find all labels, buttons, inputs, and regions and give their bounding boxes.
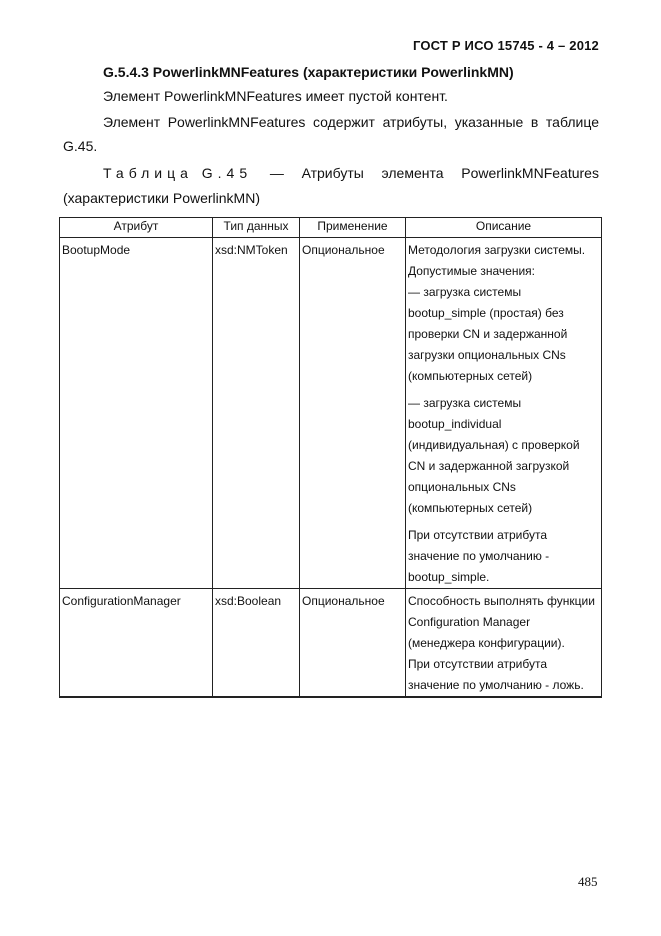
caption-label: Таблица G.45 [103,165,253,181]
cell-description [406,589,602,698]
table-row [60,589,602,698]
caption-dash: — [269,165,284,181]
description-line: Способность выполнять функции [408,594,595,608]
cell-usage [300,589,406,698]
header-data-type: Тип данных [213,218,300,238]
description-line: bootup_individual [408,417,502,431]
description-line: (менеджера конфигурации). [408,636,565,650]
description-line: При отсутствии атрибута [408,657,548,671]
description-line: bootup_simple (простая) без [408,306,564,320]
cell-data-type [213,589,300,698]
page-number: 485 [578,874,598,889]
description-line: (компьютерных сетей) [408,369,533,383]
description-line: При отсутствии атрибута [408,528,548,542]
header-attribute: Атрибут [60,218,213,238]
description-block [408,525,599,588]
cell-attribute-text: BootupMode [62,243,131,257]
caption-word: PowerlinkMNFeatures [461,165,599,181]
description-line: — загрузка системы [408,285,522,299]
document-header: ГОСТ Р ИСО 15745 - 4 – 2012 [412,38,599,53]
description-line: bootup_simple. [408,570,490,584]
description-line: значение по умолчанию - ложь. [408,678,584,692]
section-title: G.5.4.3 PowerlinkMNFeatures (характеристики PowerlinkMN) [103,64,514,80]
description-line: Методология загрузки системы. [408,243,586,257]
paragraph-empty-content: Элемент PowerlinkMNFeatures имеет пустой контент. [103,88,448,104]
header-description: Описание [406,218,602,238]
description-line: CN и задержанной загрузкой [408,459,570,473]
description-line: опциональных CNs [408,480,516,494]
description-line: Допустимые значения: [408,264,536,278]
cell-data-type [213,238,300,589]
caption-line2: (характеристики PowerlinkMN) [63,190,260,206]
cell-attribute [60,589,213,698]
caption-word: элемента [381,165,444,181]
description-block [408,240,599,387]
table-row [60,238,602,589]
cell-data-type-text: xsd:NMToken [215,243,288,257]
description-line: (компьютерных сетей) [408,501,533,515]
description-line: значение по умолчанию - [408,549,550,563]
paragraph-attributes: Элемент PowerlinkMNFeatures содержит атрибуты, указанные в таблице G.45. [63,114,599,154]
description-line: проверки CN и задержанной [408,327,568,341]
caption-word: Атрибуты [301,165,364,181]
cell-attribute [60,238,213,589]
description-line: (индивидуальная) с проверкой [408,438,580,452]
table-header-row [60,218,602,238]
description-block [408,393,599,519]
cell-data-type-text: xsd:Boolean [215,594,282,608]
header-usage: Применение [300,218,406,238]
description-line: — загрузка системы [408,396,522,410]
cell-attribute-text: ConfigurationManager [62,594,181,608]
cell-usage-text: Опциональное [302,243,385,257]
attributes-table [59,217,602,698]
description-line: Configuration Manager [408,615,531,629]
cell-description [406,238,602,589]
table-caption [63,161,599,211]
description-line: загрузки опциональных CNs [408,348,566,362]
description-block [408,591,599,696]
cell-usage [300,238,406,589]
cell-usage-text: Опциональное [302,594,385,608]
